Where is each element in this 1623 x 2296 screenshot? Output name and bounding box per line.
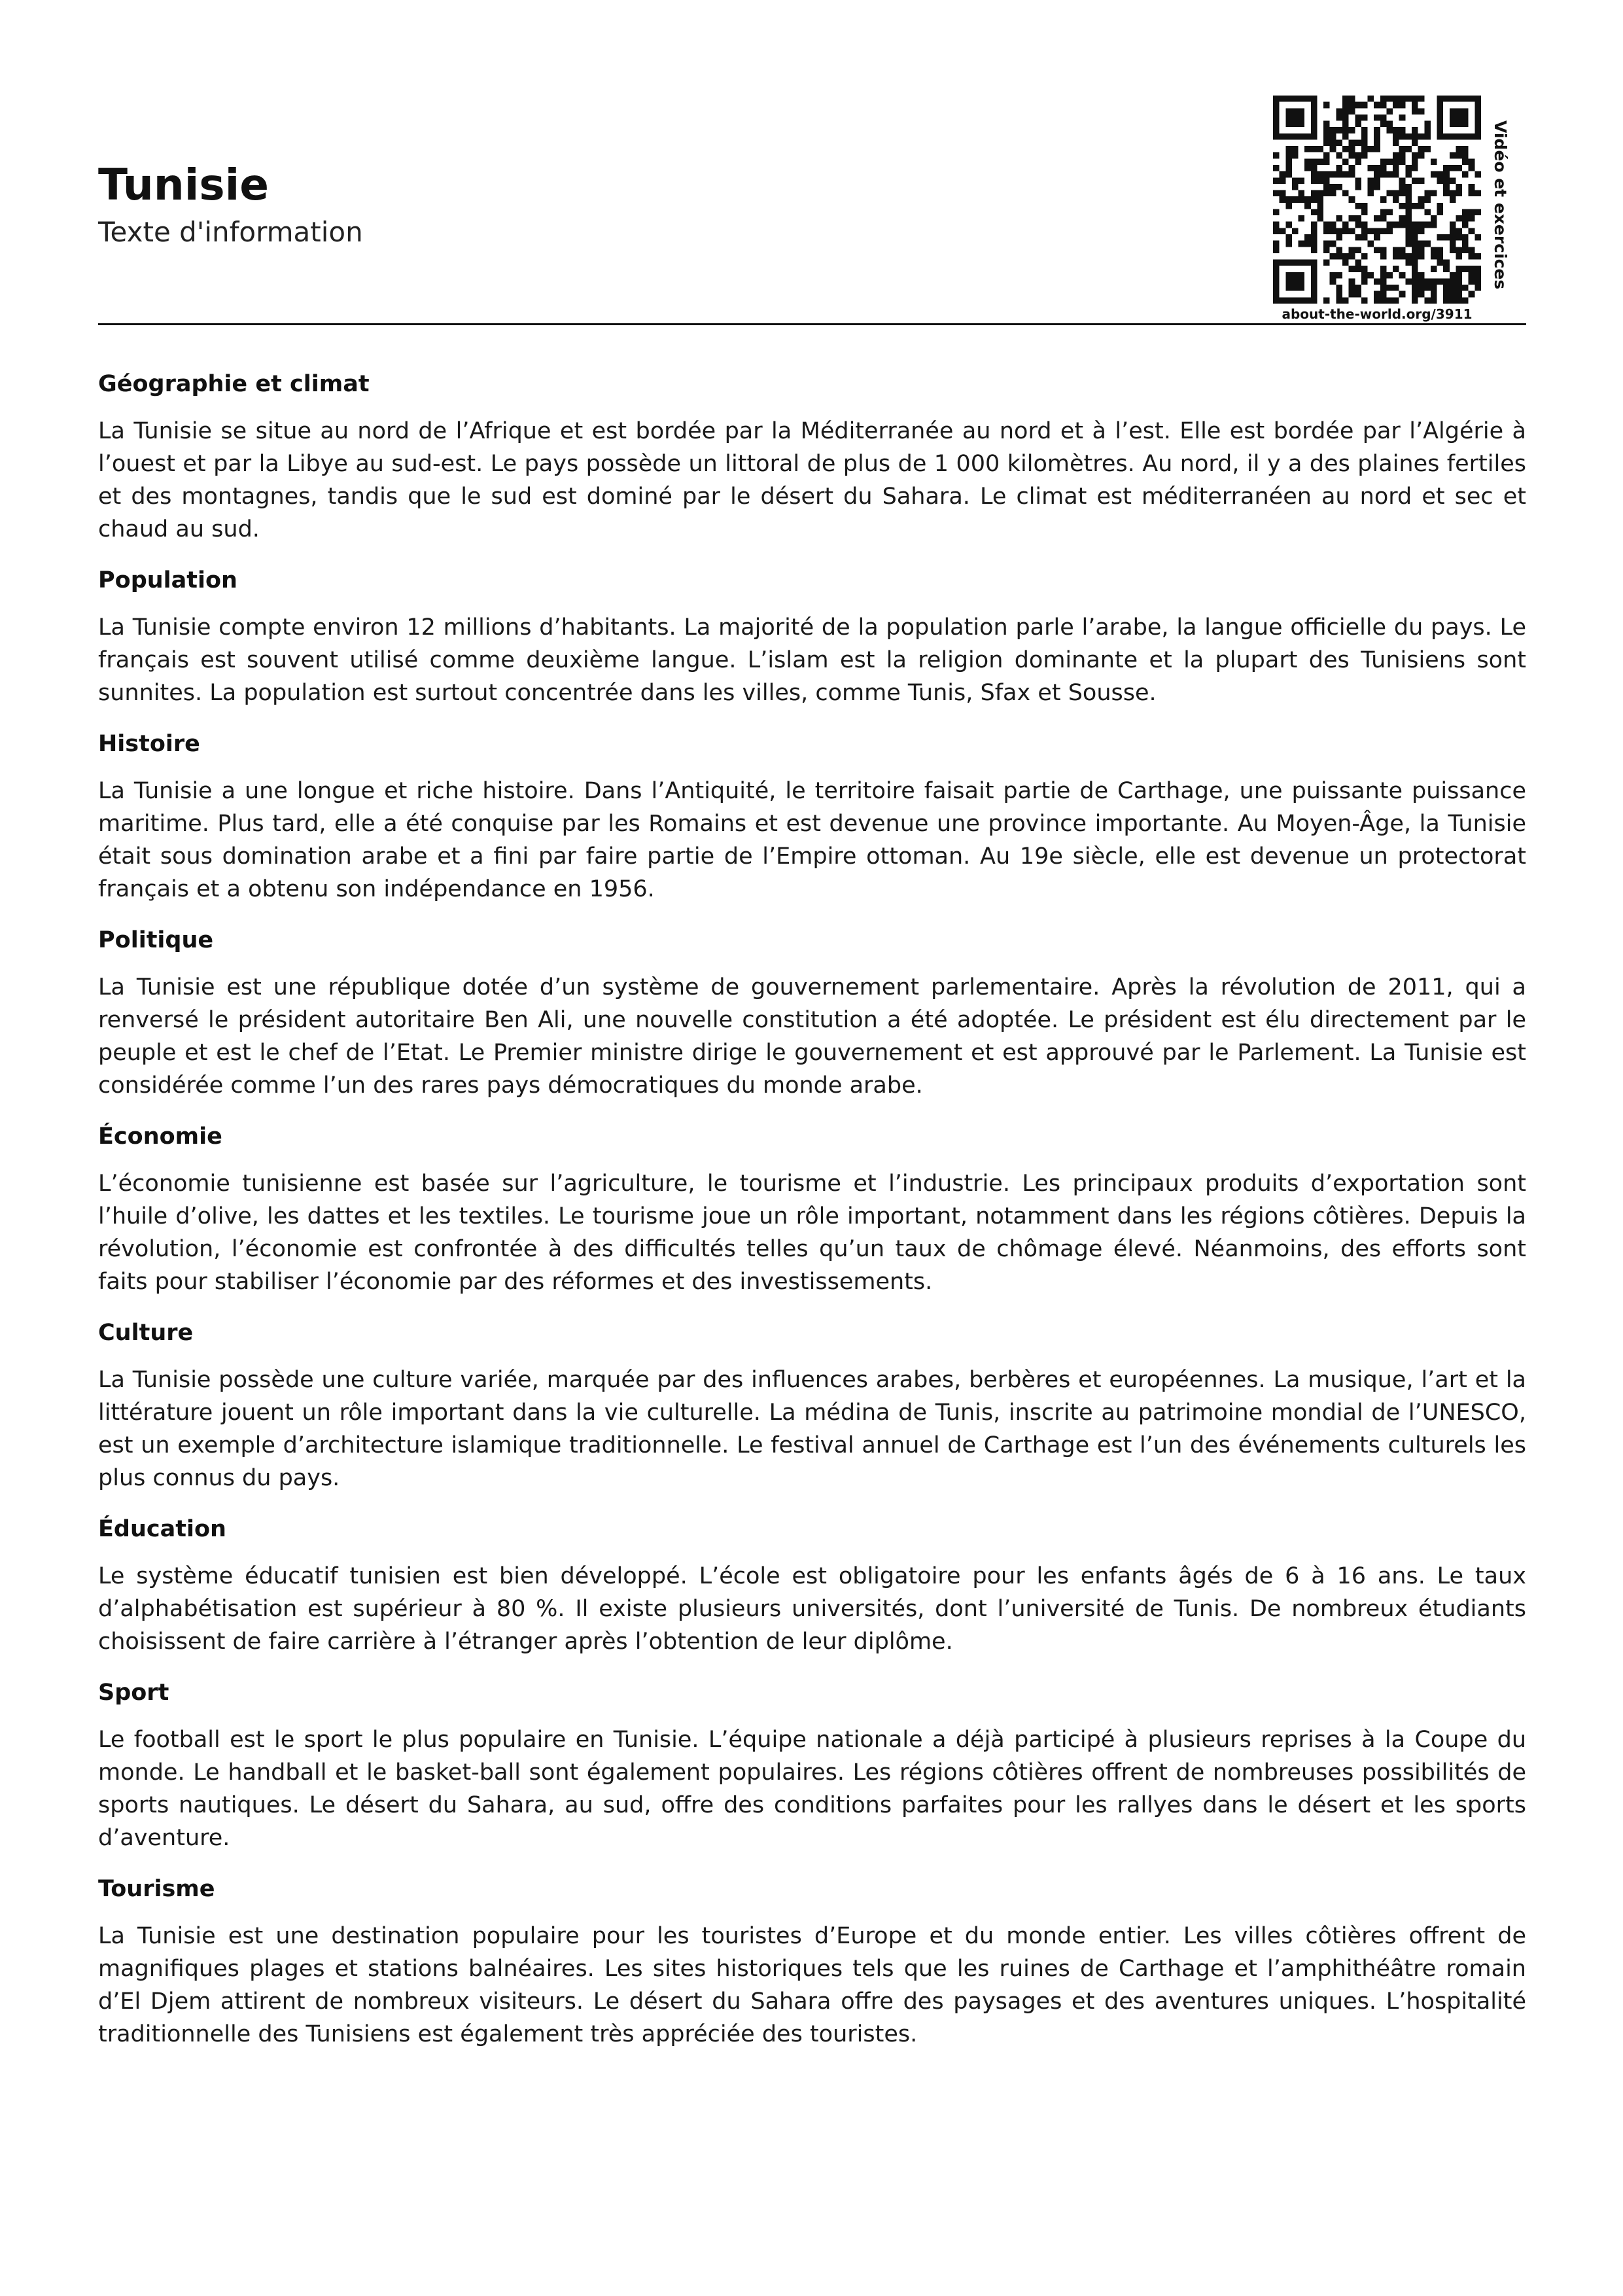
section-geographie (98, 370, 1526, 546)
section-heading: Géographie et climat (98, 371, 370, 397)
qr-side-label: Vidéo et exercices (1491, 120, 1510, 290)
section-heading: Culture (98, 1320, 194, 1346)
section-politique (98, 927, 1526, 1102)
section-economie (98, 1123, 1526, 1298)
section-tourisme (98, 1875, 1526, 2051)
section-sport (98, 1679, 1526, 1854)
section-paragraph: L’économie tunisienne est basée sur l’agriculture, le tourisme et l’industrie. Les principaux produits d’exportation sont l’huile d’olive, les dattes et les textiles. Le tourisme joue un rôle important, notamment dans les régions côtières. Depuis la révolution, l’économie est confrontée à des difficultés telles qu’un taux de chômage élevé. Néanmoins, des efforts sont faits pour stabiliser l’économie par des réformes et des investissements. (98, 1171, 1526, 1295)
section-heading: Population (98, 567, 237, 593)
section-culture (98, 1319, 1526, 1494)
qr-code-icon[interactable] (1273, 96, 1481, 304)
section-education (98, 1515, 1526, 1658)
page-subtitle: Texte d'information (98, 216, 363, 248)
section-paragraph: La Tunisie est une destination populaire pour les touristes d’Europe et du monde entier. Les villes côtières offrent de magnifiques plages et stations balnéaires. Les sites historiques tels que les ruines de Carthage et l’amphithéâtre romain d’El Djem attirent de nombreux visiteurs. Le désert du Sahara offre des paysages et des aventures uniques. L’hospitalité traditionnelle des Tunisiens est également très appréciée des touristes. (98, 1923, 1526, 2047)
page-title: Tunisie (98, 160, 270, 210)
page-header (98, 160, 363, 248)
section-population (98, 567, 1526, 709)
section-heading: Économie (98, 1123, 222, 1150)
section-heading: Tourisme (98, 1876, 215, 1902)
section-histoire (98, 730, 1526, 906)
header-divider (98, 323, 1526, 325)
qr-link[interactable]: about-the-world.org/3911 (1282, 306, 1473, 322)
section-paragraph: Le football est le sport le plus populaire en Tunisie. L’équipe nationale a déjà participé à plusieurs reprises à la Coupe du monde. Le handball et le basket-ball sont également populaires. Les régions côtières offrent de nombreuses possibilités de sports nautiques. Le désert du Sahara, au sud, offre des conditions parfaites pour les rallyes dans le désert et les sports d’aventure. (98, 1727, 1526, 1851)
section-paragraph: La Tunisie possède une culture variée, marquée par des influences arabes, berbères et européennes. La musique, l’art et la littérature jouent un rôle important dans la vie culturelle. La médina de Tunis, inscrite au patrimoine mondial de l’UNESCO, est un exemple d’architecture islamique traditionnelle. Le festival annuel de Carthage est l’un des événements culturels les plus connus du pays. (98, 1367, 1526, 1491)
section-paragraph: La Tunisie compte environ 12 millions d’habitants. La majorité de la population parle l’arabe, la langue officielle du pays. Le français est souvent utilisé comme deuxième langue. L’islam est la religion dominante et la plupart des Tunisiens sont sunnites. La population est surtout concentrée dans les villes, comme Tunis, Sfax et Sousse. (98, 614, 1526, 706)
section-heading: Sport (98, 1680, 169, 1706)
section-heading: Éducation (98, 1516, 226, 1542)
section-paragraph: La Tunisie est une république dotée d’un système de gouvernement parlementaire. Après la révolution de 2011, qui a renversé le président autoritaire Ben Ali, une nouvelle constitution a été adoptée. Le président est élu directement par le peuple et est le chef de l’Etat. Le Premier ministre dirige le gouvernement et est approuvé par le Parlement. La Tunisie est considérée comme l’un des rares pays démocratiques du monde arabe. (98, 974, 1526, 1099)
section-paragraph: La Tunisie a une longue et riche histoire. Dans l’Antiquité, le territoire faisait partie de Carthage, une puissante puissance maritime. Plus tard, elle a été conquise par les Romains et est devenue une province importante. Au Moyen-Âge, la Tunisie était sous domination arabe et a fini par faire partie de l’Empire ottoman. Au 19e siècle, elle est devenue un protectorat français et a obtenu son indépendance en 1956. (98, 778, 1526, 902)
section-paragraph: La Tunisie se situe au nord de l’Afrique et est bordée par la Méditerranée au nord et à l’est. Elle est bordée par l’Algérie à l’ouest et par la Libye au sud-est. Le pays possède un littoral de plus de 1 000 kilomètres. Au nord, il y a des plaines fertiles et des montagnes, tandis que le sud est dominé par le désert du Sahara. Le climat est méditerranéen au nord et sec et chaud au sud. (98, 418, 1526, 542)
document-body (98, 370, 1526, 2072)
section-heading: Histoire (98, 731, 200, 757)
section-paragraph: Le système éducatif tunisien est bien développé. L’école est obligatoire pour les enfants âgés de 6 à 16 ans. Le taux d’alphabétisation est supérieur à 80 %. Il existe plusieurs universités, dont l’université de Tunis. De nombreux étudiants choisissent de faire carrière à l’étranger après l’obtention de leur diplôme. (98, 1563, 1526, 1655)
section-heading: Politique (98, 927, 214, 953)
